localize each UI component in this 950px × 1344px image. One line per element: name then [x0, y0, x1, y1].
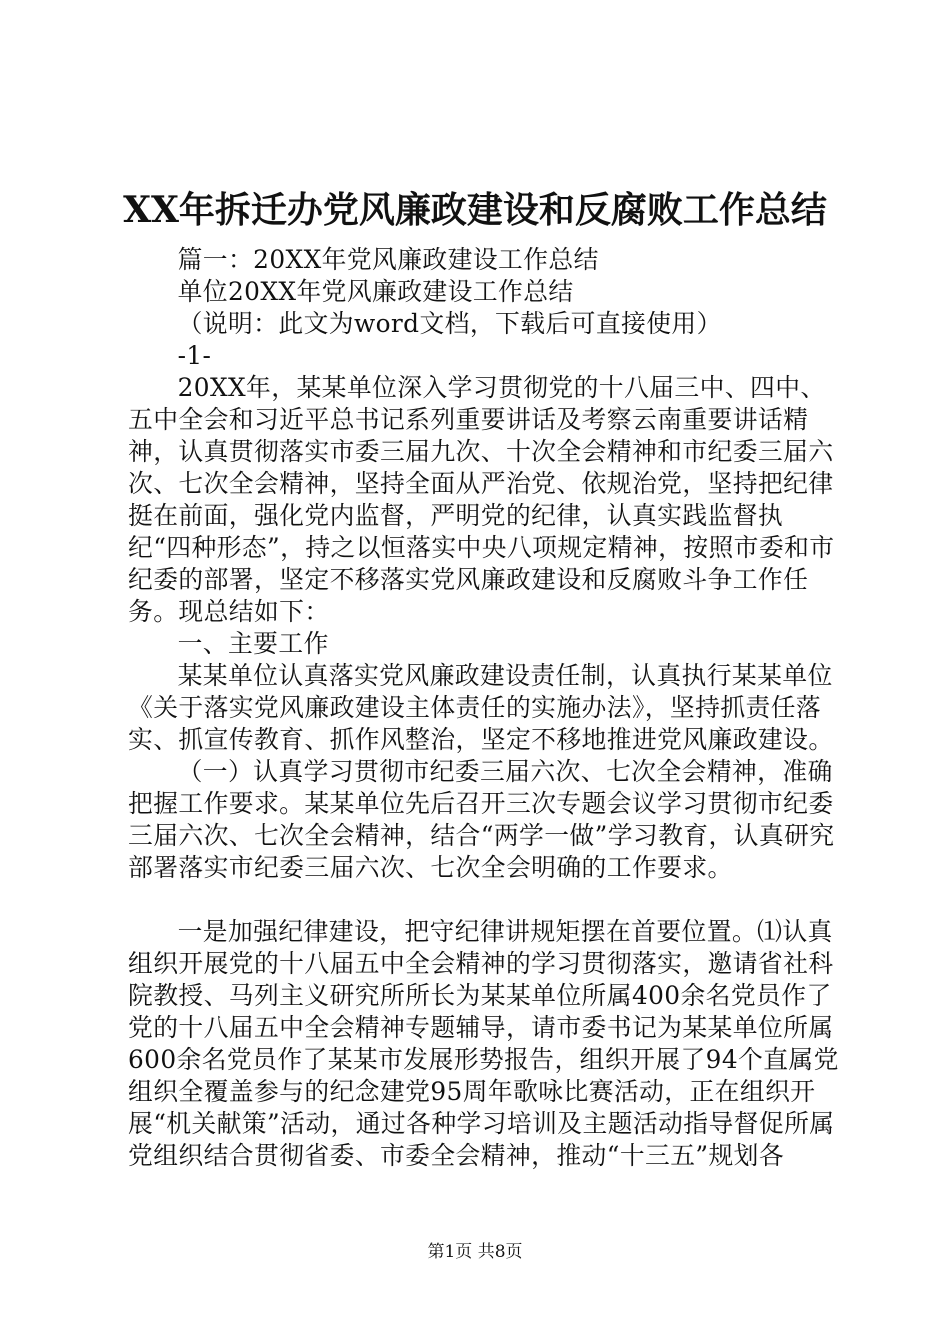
discipline-paragraph: 一是加强纪律建设，把守纪律讲规矩摆在首要位置。⑴认真组织开展党的十八届五中全会精神的学习贯彻落实，邀请省社科院教授、马列主义研究所所长为某某单位所属400余名党员作了党的十八届五中全会精神专题辅导，请市委书记为某某单位所属600余名党员作了某某市发展形势报告，组织开展了94个直属党组织全覆盖参与的纪念建党95周年歌咏比赛活动，正在组织开展“机关献策”活动，通过各种学习培训及主题活动指导督促所属党组织结合贯彻省委、市委全会精神，推动“十三五”规划各 — [128, 917, 839, 1170]
section-heading-part-one: 篇一：20XX年党风廉政建设工作总结 — [177, 245, 599, 274]
document-title: XX年拆迁办党风廉政建设和反腐败工作总结 — [123, 189, 827, 231]
subsection-one-paragraph: （一）认真学习贯彻市纪委三届六次、七次全会精神，准确把握工作要求。某某单位先后召开三次专题会议学习贯彻市纪委三届六次、七次全会精神，结合“两学一做”学习教育，认真研究部署落实市纪委三届六次、七次全会明确的工作要求。 — [128, 757, 835, 882]
document-body — [128, 244, 840, 1172]
main-work-paragraph: 某某单位认真落实党风廉政建设责任制，认真执行某某单位《关于落实党风廉政建设主体责任的实施办法》，坚持抓责任落实、抓宣传教育、抓作风整治，坚定不移地推进党风廉政建设。 — [128, 661, 834, 754]
section-heading-main-work: 一、主要工作 — [177, 629, 329, 658]
intro-paragraph: 20XX年，某某单位深入学习贯彻党的十八届三中、四中、五中全会和习近平总书记系列重要讲话及考察云南重要讲话精神，认真贯彻落实市委三届九次、十次全会精神和市纪委三届六次、七次全会精神，坚持全面从严治党、依规治党，坚持把纪律挺在前面，强化党内监督，严明党的纪律，认真实践监督执纪“四种形态”，持之以恒落实中央八项规定精神，按照市委和市纪委的部署，坚定不移落实党风廉政建设和反腐败斗争工作任务。现总结如下： — [128, 373, 835, 626]
report-subtitle: 单位20XX年党风廉政建设工作总结 — [177, 277, 574, 306]
inline-page-marker: -1- — [177, 341, 212, 370]
usage-note: （说明：此文为word文档，下载后可直接使用） — [177, 309, 722, 338]
page-footer: 第1页 共8页 — [427, 1242, 523, 1262]
